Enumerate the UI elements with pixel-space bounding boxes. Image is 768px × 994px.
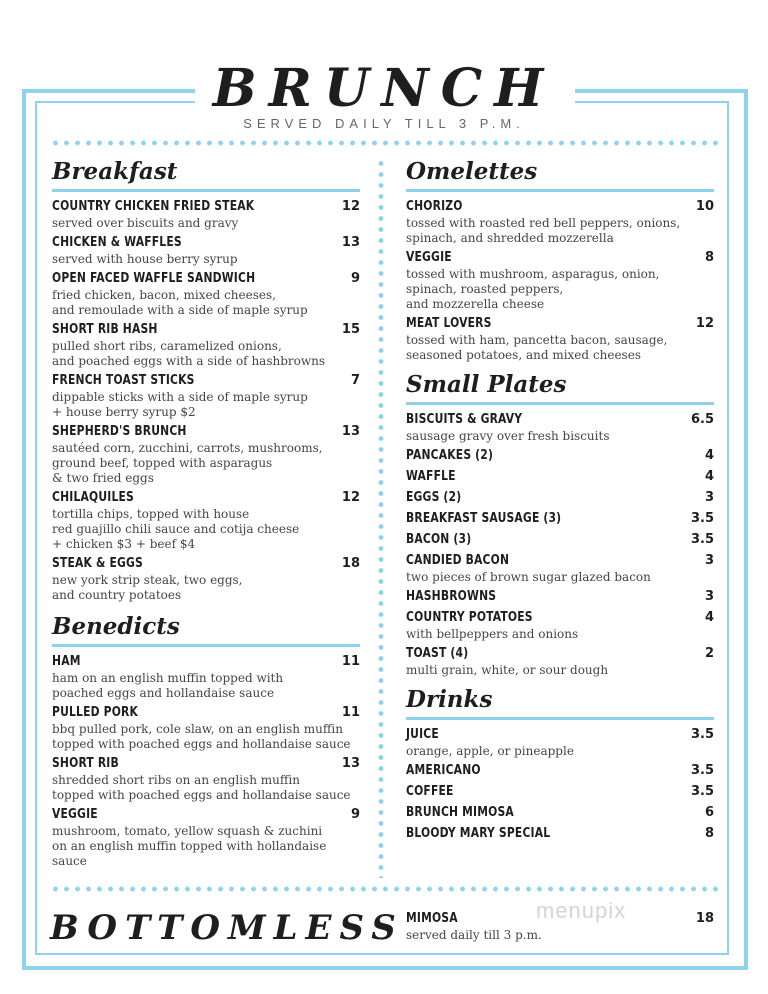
menu-item-name: CANDIED BACON <box>406 553 510 568</box>
menu-item-header <box>52 198 360 216</box>
menu-item <box>52 653 360 701</box>
menu-item-description: ham on an english muffin topped with poached eggs and hollandaise sauce <box>52 671 284 700</box>
menu-item-price: 3 <box>704 589 714 604</box>
omelettes-items <box>406 198 714 363</box>
menu-item-name: COUNTRY CHICKEN FRIED STEAK <box>52 199 255 214</box>
menu-item-price: 3.5 <box>690 784 714 799</box>
benedicts-section <box>52 613 360 869</box>
menu-item-header <box>52 755 360 773</box>
menu-item <box>406 762 714 780</box>
menu-item-name: TOAST (4) <box>406 646 469 661</box>
menu-item-header <box>52 806 360 824</box>
menu-item-price: 3.5 <box>690 511 714 526</box>
menu-item-price: 6 <box>704 805 714 820</box>
breakfast-section <box>52 158 360 603</box>
menu-item-description: new york strip steak, two eggs, and country potatoes <box>52 573 243 602</box>
menu-item-price: 9 <box>350 807 360 822</box>
breakfast-items <box>52 198 360 603</box>
column-dotted-divider <box>378 158 384 878</box>
menu-item-header <box>406 825 714 843</box>
menu-item-description: fried chicken, bacon, mixed cheeses, and remoulade with a side of maple syrup <box>52 288 308 317</box>
menu-item-description: served with house berry syrup <box>52 252 238 266</box>
menu-item-description: sautéed corn, zucchini, carrots, mushrooms, ground beef, topped with asparagus & two fried eggs <box>52 441 323 485</box>
menu-item-header <box>406 783 714 801</box>
menu-item-name: COFFEE <box>406 784 454 799</box>
benedicts-items <box>52 653 360 869</box>
menu-item-header <box>406 552 714 570</box>
menu-item <box>52 270 360 318</box>
menu-item-name: BLOODY MARY SPECIAL <box>406 826 551 841</box>
menu-item <box>406 531 714 549</box>
bottomless-title: BOTTOMLESS <box>50 908 404 948</box>
menu-item-price: 4 <box>704 469 714 484</box>
bottomless-item-name: MIMOSA <box>406 911 458 926</box>
menu-item <box>406 825 714 843</box>
menu-item <box>406 411 714 444</box>
menu-item-description: pulled short ribs, caramelized onions, and poached eggs with a side of hashbrowns <box>52 339 326 368</box>
menu-item <box>52 704 360 752</box>
menu-item-name: AMERICANO <box>406 763 481 778</box>
menu-item-header <box>52 704 360 722</box>
menu-item-price: 4 <box>704 610 714 625</box>
menu-item-price: 3.5 <box>690 763 714 778</box>
small-plates-section <box>406 371 714 678</box>
menu-item-header <box>52 653 360 671</box>
menu-item <box>406 588 714 606</box>
menu-item-header <box>406 804 714 822</box>
right-column <box>406 158 714 846</box>
menu-item-description: served over biscuits and gravy <box>52 216 239 230</box>
small-plates-items <box>406 411 714 678</box>
menu-item-name: WAFFLE <box>406 469 456 484</box>
menu-item <box>406 315 714 363</box>
menu-item <box>406 804 714 822</box>
menu-item-name: COUNTRY POTATOES <box>406 610 533 625</box>
menu-item-price: 9 <box>350 271 360 286</box>
menu-item <box>52 423 360 486</box>
menu-item-header <box>406 588 714 606</box>
menu-item-header <box>406 726 714 744</box>
menu-item <box>406 609 714 642</box>
menu-item-name: FRENCH TOAST STICKS <box>52 373 195 388</box>
menu-item-header <box>406 249 714 267</box>
menu-item-name: SHORT RIB <box>52 756 119 771</box>
menu-item <box>406 198 714 246</box>
bottom-dotted-divider <box>50 886 718 892</box>
section-title-benedicts: Benedicts <box>52 613 360 647</box>
menu-item-name: BREAKFAST SAUSAGE (3) <box>406 511 562 526</box>
menu-item-name: PULLED PORK <box>52 705 139 720</box>
menu-item-price: 3.5 <box>690 532 714 547</box>
menu-item-description: orange, apple, or pineapple <box>406 744 574 758</box>
menu-item-header <box>406 531 714 549</box>
menu-item-name: OPEN FACED WAFFLE SANDWICH <box>52 271 256 286</box>
menu-item-description: two pieces of brown sugar glazed bacon <box>406 570 651 584</box>
menu-item-name: SHORT RIB HASH <box>52 322 158 337</box>
left-column <box>52 158 360 872</box>
menu-item-name: VEGGIE <box>52 807 98 822</box>
menu-item <box>52 755 360 803</box>
menu-item-description: with bellpeppers and onions <box>406 627 579 641</box>
menu-item-header <box>406 609 714 627</box>
menu-item-header <box>52 423 360 441</box>
menu-item-name: SHEPHERD'S BRUNCH <box>52 424 187 439</box>
menu-item-name: BACON (3) <box>406 532 472 547</box>
menu-item <box>406 468 714 486</box>
menu-item-name: CHORIZO <box>406 199 463 214</box>
menu-item <box>406 510 714 528</box>
menu-item-price: 11 <box>341 705 360 720</box>
menu-item-price: 8 <box>704 250 714 265</box>
omelettes-section <box>406 158 714 363</box>
menu-item-description: shredded short ribs on an english muffin topped with poached eggs and hollandaise sauce <box>52 773 351 802</box>
menu-item-price: 3 <box>704 490 714 505</box>
menu-item-name: JUICE <box>406 727 439 742</box>
menu-item-description: sausage gravy over fresh biscuits <box>406 429 610 443</box>
menu-item-price: 13 <box>341 235 360 250</box>
menu-item-header <box>406 645 714 663</box>
menu-item-name: HAM <box>52 654 81 669</box>
menu-item-price: 8 <box>704 826 714 841</box>
menu-item-header <box>406 468 714 486</box>
menu-item <box>406 489 714 507</box>
menu-title: BRUNCH <box>212 58 556 119</box>
menu-item-header <box>406 411 714 429</box>
menu-item-name: STEAK & EGGS <box>52 556 143 571</box>
watermark-text: menupix <box>536 898 627 923</box>
menu-item-name: MEAT LOVERS <box>406 316 492 331</box>
menu-item-name: EGGS (2) <box>406 490 462 505</box>
menu-item-header <box>52 489 360 507</box>
menu-item-price: 12 <box>695 316 714 331</box>
menu-item <box>52 198 360 231</box>
menu-item-name: BRUNCH MIMOSA <box>406 805 514 820</box>
menu-item <box>406 552 714 585</box>
menu-item-price: 6.5 <box>690 412 714 427</box>
menu-item-name: BISCUITS & GRAVY <box>406 412 523 427</box>
menu-item-price: 4 <box>704 448 714 463</box>
menu-item-header <box>406 447 714 465</box>
section-title-omelettes: Omelettes <box>406 158 714 192</box>
menu-item-name: VEGGIE <box>406 250 452 265</box>
section-title-breakfast: Breakfast <box>52 158 360 192</box>
menu-item-description: tortilla chips, topped with house red guajillo chili sauce and cotija cheese + chicken $3 + beef $4 <box>52 507 300 551</box>
top-dotted-divider <box>50 140 718 146</box>
menu-item <box>52 234 360 267</box>
menu-item-price: 7 <box>350 373 360 388</box>
menu-item-header <box>406 198 714 216</box>
menu-item-price: 15 <box>341 322 360 337</box>
menu-item <box>406 726 714 759</box>
menu-item-header <box>52 234 360 252</box>
menu-item-header <box>406 510 714 528</box>
bottomless-item-desc: served daily till 3 p.m. <box>406 928 542 942</box>
menu-item <box>52 806 360 869</box>
menu-item <box>406 783 714 801</box>
menu-item-price: 12 <box>341 199 360 214</box>
menu-item <box>52 321 360 369</box>
menu-item-price: 18 <box>341 556 360 571</box>
section-title-drinks: Drinks <box>406 686 714 720</box>
menu-item-description: dippable sticks with a side of maple syrup + house berry syrup $2 <box>52 390 308 419</box>
menu-item-header <box>52 321 360 339</box>
menu-item-price: 2 <box>704 646 714 661</box>
menu-item-description: mushroom, tomato, yellow squash & zuchini on an english muffin topped with hollandaise sauce <box>52 824 327 868</box>
menu-item-header <box>406 489 714 507</box>
menu-item-header <box>52 555 360 573</box>
menu-item-price: 13 <box>341 756 360 771</box>
menu-item-header <box>406 315 714 333</box>
menu-item <box>52 489 360 552</box>
menu-item-name: PANCAKES (2) <box>406 448 494 463</box>
menu-item-price: 3 <box>704 553 714 568</box>
menu-item-name: CHILAQUILES <box>52 490 134 505</box>
menu-item <box>406 447 714 465</box>
menu-item-header <box>52 372 360 390</box>
section-title-small-plates: Small Plates <box>406 371 714 405</box>
menu-item-description: tossed with mushroom, asparagus, onion, spinach, roasted peppers, and mozzerella cheese <box>406 267 660 311</box>
menu-item-header <box>406 762 714 780</box>
menu-item-name: HASHBROWNS <box>406 589 497 604</box>
menu-item-price: 11 <box>341 654 360 669</box>
menu-item <box>406 645 714 678</box>
menu-item-price: 3.5 <box>690 727 714 742</box>
menu-item <box>52 372 360 420</box>
menu-subtitle: SERVED DAILY TILL 3 P.M. <box>243 116 525 131</box>
menu-item-description: tossed with roasted red bell peppers, onions, spinach, and shredded mozzerella <box>406 216 681 245</box>
bottomless-item-price: 18 <box>695 911 714 926</box>
menu-item-price: 12 <box>341 490 360 505</box>
menu-item-name: CHICKEN & WAFFLES <box>52 235 182 250</box>
menu-item-description: multi grain, white, or sour dough <box>406 663 609 677</box>
menu-item-description: bbq pulled pork, cole slaw, on an english muffin topped with poached eggs and hollandaise sauce <box>52 722 351 751</box>
menu-item <box>406 249 714 312</box>
menu-item-price: 13 <box>341 424 360 439</box>
drinks-items <box>406 726 714 843</box>
menu-item-header <box>52 270 360 288</box>
menu-item-price: 10 <box>695 199 714 214</box>
menu-item <box>52 555 360 603</box>
drinks-section <box>406 686 714 843</box>
menu-item-description: tossed with ham, pancetta bacon, sausage, seasoned potatoes, and mixed cheeses <box>406 333 668 362</box>
